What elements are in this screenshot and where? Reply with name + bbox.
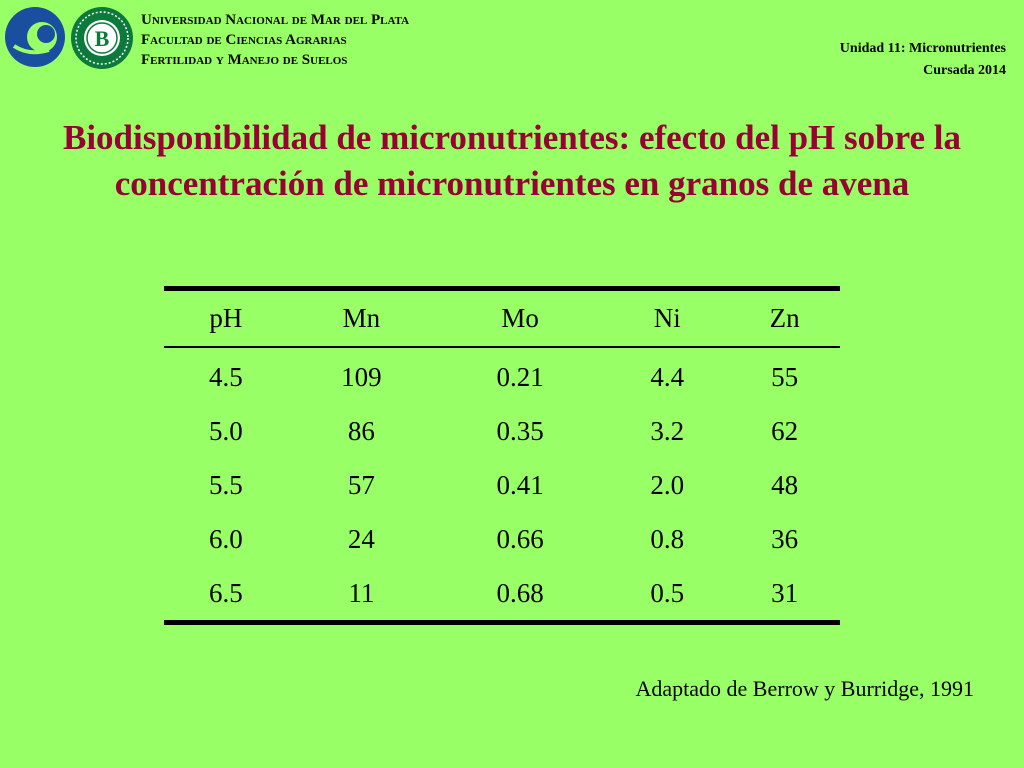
cell-ph: 5.0 [209,415,243,446]
cell-mn: 11 [348,577,375,608]
cell-mo: 0.68 [496,577,544,608]
university-name: Universidad Nacional de Mar del Plata [141,12,410,28]
faculty-seal [70,6,134,70]
table-header-row [164,289,840,348]
cell-ni: 4.4 [650,361,685,392]
micronutrient-table [164,286,840,625]
cell-mn: 24 [347,523,375,554]
cell-ph: 4.5 [209,361,243,392]
seal-letter: B [94,26,110,51]
cell-ni: 0.5 [650,577,685,608]
cell-ph: 5.5 [209,469,243,500]
unit-label: Unidad 11: Micronutrientes [839,41,1006,56]
header-mo: Mo [501,303,539,333]
cell-ni: 3.2 [650,415,685,446]
cell-mn: 57 [347,469,375,500]
cell-ni: 2.0 [650,469,685,500]
course-year: Cursada 2014 [923,63,1006,78]
table-row [164,458,840,512]
source-citation: Adaptado de Berrow y Burridge, 1991 [635,676,974,701]
cell-zn: 36 [771,523,799,554]
header-mn: Mn [342,303,381,333]
department-name: Fertilidad y Manejo de Suelos [141,52,348,68]
table-row [164,512,840,566]
cell-ph: 6.5 [209,577,243,608]
table-row [164,566,840,623]
cell-mo: 0.66 [496,523,544,554]
cell-mo: 0.21 [496,361,544,392]
course-header [840,38,1006,82]
cell-ni: 0.8 [650,523,685,554]
institution-header [141,10,409,70]
cell-mn: 86 [347,415,375,446]
header-ph: pH [209,303,243,333]
cell-ph: 6.0 [209,523,243,554]
cell-zn: 48 [771,469,799,500]
cell-zn: 31 [771,577,799,608]
header-zn: Zn [769,303,800,333]
header-ni: Ni [653,303,681,333]
cell-mo: 0.41 [496,469,544,500]
faculty-name: Facultad de Ciencias Agrarias [141,32,347,48]
university-logo [4,6,66,68]
cell-mo: 0.35 [496,415,544,446]
cell-zn: 62 [771,415,799,446]
table-row [164,404,840,458]
cell-mn: 109 [341,361,382,392]
cell-zn: 55 [771,361,799,392]
slide-title: Biodisponibilidad de micronutrientes: efecto del pH sobre la concentración de micronutrientes en granos de avena [62,118,962,203]
table-row [164,347,840,404]
